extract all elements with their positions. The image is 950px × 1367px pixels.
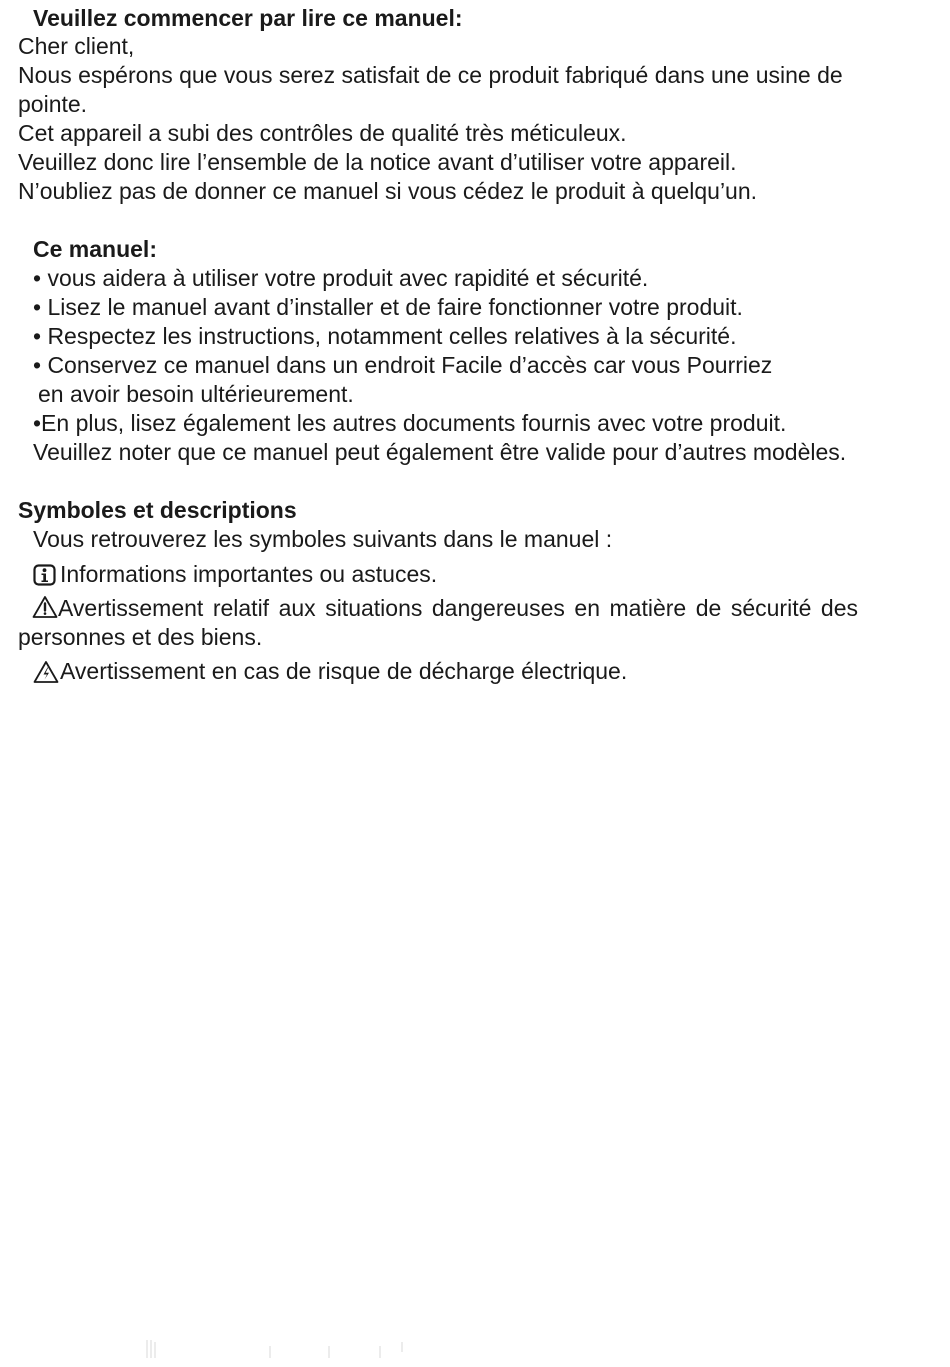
- manual-bullet: • Conservez ce manuel dans un endroit Facile d’accès car vous Pourriez: [33, 352, 773, 378]
- manual-bullet: •En plus, lisez également les autres documents fournis avec votre produit.: [33, 410, 787, 436]
- symbol-electric-row: [33, 657, 627, 686]
- intro-heading: Veuillez commencer par lire ce manuel:: [33, 5, 463, 31]
- symbol-electric-text: Avertissement en cas de risque de décharge électrique.: [60, 658, 628, 684]
- electric-warning-icon: [33, 660, 59, 684]
- symbols-heading: Symboles et descriptions: [18, 497, 297, 523]
- intro-line: Veuillez donc lire l’ensemble de la notice avant d’utiliser votre appareil.: [18, 149, 737, 175]
- manual-bullet: • Respectez les instructions, notamment celles relatives à la sécurité.: [33, 323, 737, 349]
- intro-line: Cher client,: [18, 33, 135, 59]
- manual-heading: Ce manuel:: [33, 236, 157, 262]
- symbol-danger-text-continuation: personnes et des biens.: [18, 624, 263, 650]
- intro-line: Nous espérons que vous serez satisfait de ce produit fabriqué dans une usine de: [18, 62, 843, 88]
- warning-icon: [32, 595, 58, 619]
- manual-note: Veuillez noter que ce manuel peut également être valide pour d’autres modèles.: [33, 439, 847, 465]
- intro-line: Cet appareil a subi des contrôles de qualité très méticuleux.: [18, 120, 627, 146]
- symbol-info-row: [33, 560, 437, 589]
- intro-line: N’oubliez pas de donner ce manuel si vous cédez le produit à quelqu’un.: [18, 178, 758, 204]
- manual-bullet: • Lisez le manuel avant d’installer et de faire fonctionner votre produit.: [33, 294, 743, 320]
- symbol-info-text: Informations importantes ou astuces.: [60, 561, 438, 587]
- manual-bullet-continuation: en avoir besoin ultérieurement.: [38, 381, 354, 407]
- info-icon: [33, 563, 59, 587]
- symbol-danger-text: Avertissement relatif aux situations dangereuses en matière de sécurité des: [58, 595, 858, 621]
- symbol-danger-row: [18, 594, 858, 623]
- manual-bullet: • vous aidera à utiliser votre produit avec rapidité et sécurité.: [33, 265, 649, 291]
- scan-marks: [0, 1332, 950, 1360]
- symbols-intro: Vous retrouverez les symboles suivants dans le manuel :: [33, 526, 613, 552]
- intro-line: pointe.: [18, 91, 88, 117]
